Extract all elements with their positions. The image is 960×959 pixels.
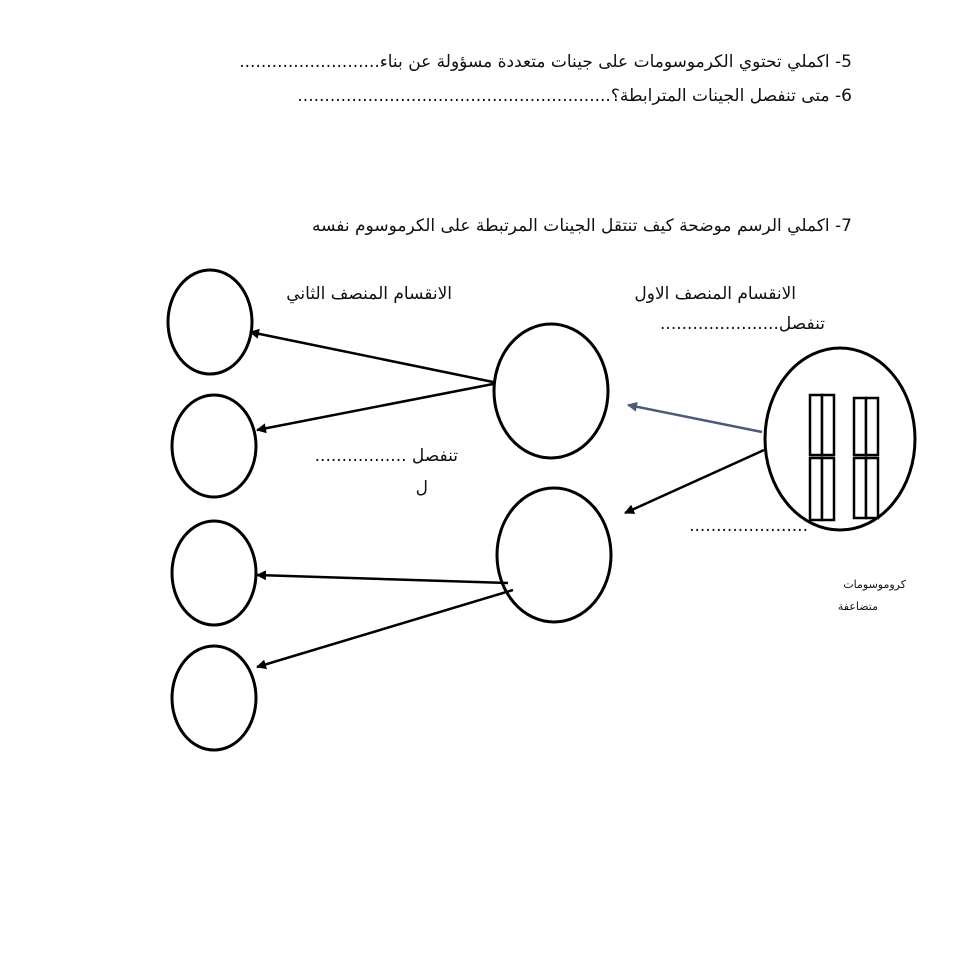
meiosis1-cell-top: [494, 324, 608, 458]
meiosis1-title: الانقسام المنصف الاول: [634, 284, 796, 304]
arrow-bottom-to-cell4: [257, 590, 513, 667]
meiosis1-blank: تنفصل......................: [660, 314, 825, 334]
arrow-parent-to-top: [628, 405, 762, 432]
meiosis2-blank-line1: تنفصل .................: [314, 446, 458, 466]
arrow-top-to-cell2: [257, 384, 493, 430]
meiosis2-cell-2: [172, 395, 256, 497]
meiosis2-cell-4: [172, 646, 256, 750]
chromosome-caption-line2: متضاعفة: [837, 600, 878, 613]
arrow-bottom-to-cell3: [257, 575, 508, 583]
meiosis2-title: الانقسام المنصف الثاني: [286, 284, 452, 304]
chromosome-caption-line1: كروموسومات: [843, 578, 906, 591]
lower-blank: ......................: [689, 516, 808, 536]
arrow-parent-to-bottom: [625, 450, 764, 513]
duplicated-chromosome-left: [810, 395, 834, 520]
parent-cell: [765, 348, 915, 530]
question-5: 5- اكملي تحتوي الكرموسومات على جينات متعددة مسؤولة عن بناء..........................: [239, 52, 852, 72]
meiosis2-blank-line2: ل: [415, 478, 428, 498]
meiosis2-cell-3: [172, 521, 256, 625]
question-6: 6- متى تنفصل الجينات المترابطة؟..........................................................: [297, 86, 852, 106]
meiosis1-cell-bottom: [497, 488, 611, 622]
arrow-top-to-cell1: [250, 332, 493, 382]
meiosis2-cell-1: [168, 270, 252, 374]
question-7: 7- اكملي الرسم موضحة كيف تنتقل الجينات المرتبطة على الكرموسوم نفسه: [312, 216, 852, 236]
duplicated-chromosome-right: [854, 398, 878, 518]
